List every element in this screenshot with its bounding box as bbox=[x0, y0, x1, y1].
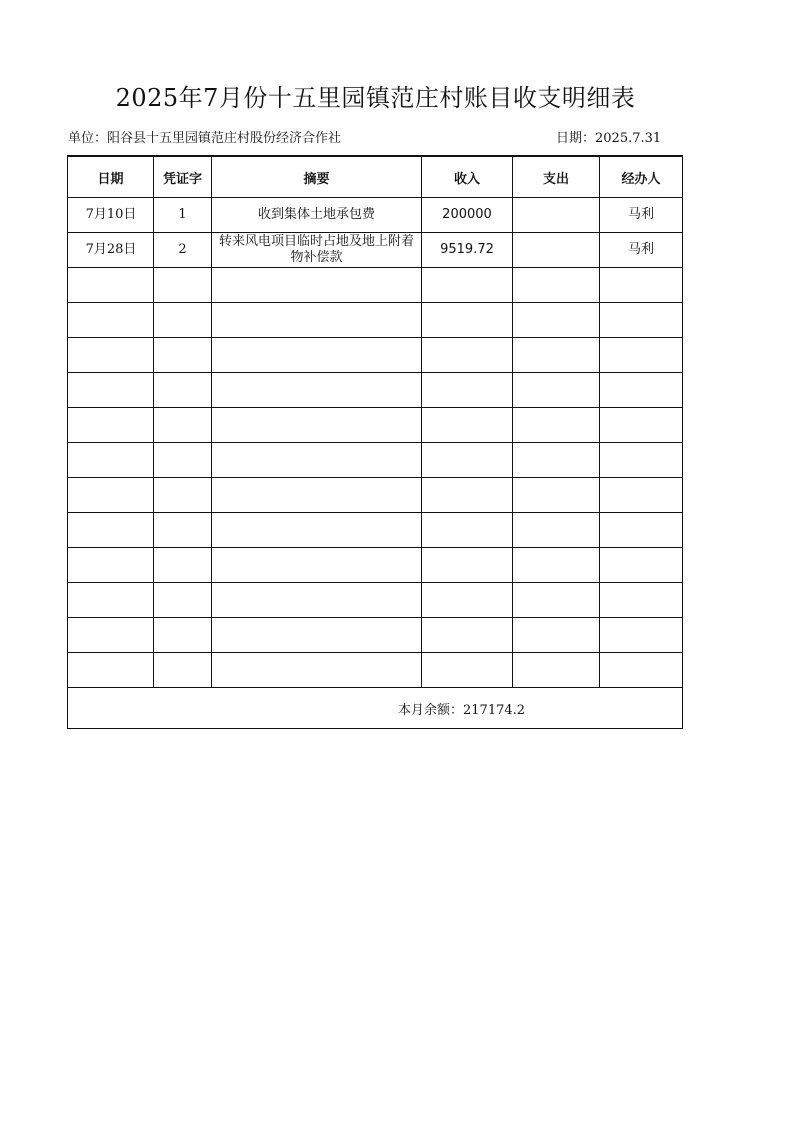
cell-voucher bbox=[154, 653, 212, 688]
cell-income bbox=[422, 373, 513, 408]
cell-expense bbox=[513, 653, 600, 688]
cell-income bbox=[422, 618, 513, 653]
cell-summary bbox=[212, 443, 422, 478]
cell-expense bbox=[513, 233, 600, 268]
cell-date: 7月28日 bbox=[68, 233, 154, 268]
cell-voucher bbox=[154, 338, 212, 373]
table-row bbox=[68, 548, 683, 583]
cell-summary: 转来风电项目临时占地及地上附着物补偿款 bbox=[212, 233, 422, 268]
table-row bbox=[68, 408, 683, 443]
cell-expense bbox=[513, 373, 600, 408]
cell-income bbox=[422, 513, 513, 548]
cell-summary bbox=[212, 338, 422, 373]
table-row bbox=[68, 443, 683, 478]
cell-summary bbox=[212, 408, 422, 443]
cell-expense bbox=[513, 408, 600, 443]
cell-summary bbox=[212, 303, 422, 338]
cell-income bbox=[422, 548, 513, 583]
page-title: 2025年7月份十五里园镇范庄村账目收支明细表 bbox=[115, 84, 636, 112]
table-row bbox=[68, 618, 683, 653]
cell-summary bbox=[212, 548, 422, 583]
cell-expense bbox=[513, 583, 600, 618]
cell-income bbox=[422, 338, 513, 373]
cell-voucher bbox=[154, 618, 212, 653]
cell-income bbox=[422, 583, 513, 618]
table-row bbox=[68, 653, 683, 688]
cell-income bbox=[422, 268, 513, 303]
cell-date bbox=[68, 268, 154, 303]
cell-summary bbox=[212, 618, 422, 653]
cell-summary bbox=[212, 513, 422, 548]
cell-handler bbox=[600, 443, 683, 478]
cell-date bbox=[68, 338, 154, 373]
cell-expense bbox=[513, 338, 600, 373]
table-row bbox=[68, 338, 683, 373]
cell-expense bbox=[513, 548, 600, 583]
cell-summary bbox=[212, 478, 422, 513]
table-row bbox=[68, 583, 683, 618]
cell-voucher bbox=[154, 303, 212, 338]
cell-voucher bbox=[154, 373, 212, 408]
col-header-expense: 支出 bbox=[513, 156, 600, 198]
col-header-handler: 经办人 bbox=[600, 156, 683, 198]
cell-summary: 收到集体土地承包费 bbox=[212, 198, 422, 233]
cell-income bbox=[422, 478, 513, 513]
cell-voucher bbox=[154, 443, 212, 478]
cell-handler bbox=[600, 408, 683, 443]
cell-handler bbox=[600, 268, 683, 303]
cell-date bbox=[68, 373, 154, 408]
cell-expense bbox=[513, 513, 600, 548]
col-header-voucher: 凭证字 bbox=[154, 156, 212, 198]
col-header-date: 日期 bbox=[68, 156, 154, 198]
cell-date bbox=[68, 408, 154, 443]
cell-date bbox=[68, 478, 154, 513]
cell-expense bbox=[513, 618, 600, 653]
cell-expense bbox=[513, 443, 600, 478]
cell-summary bbox=[212, 583, 422, 618]
table-row bbox=[68, 513, 683, 548]
table-row bbox=[68, 233, 683, 268]
cell-summary bbox=[212, 373, 422, 408]
cell-expense bbox=[513, 478, 600, 513]
cell-expense bbox=[513, 303, 600, 338]
cell-date bbox=[68, 303, 154, 338]
cell-date: 7月10日 bbox=[68, 198, 154, 233]
cell-voucher bbox=[154, 268, 212, 303]
cell-expense bbox=[513, 198, 600, 233]
cell-income: 9519.72 bbox=[422, 233, 513, 268]
header-row bbox=[68, 156, 683, 198]
cell-voucher bbox=[154, 408, 212, 443]
cell-date bbox=[68, 618, 154, 653]
cell-handler bbox=[600, 513, 683, 548]
monthly-balance: 本月余额：217174.2 bbox=[68, 688, 683, 729]
cell-voucher: 2 bbox=[154, 233, 212, 268]
cell-handler: 马利 bbox=[600, 198, 683, 233]
table-row bbox=[68, 303, 683, 338]
cell-date bbox=[68, 653, 154, 688]
cell-income bbox=[422, 653, 513, 688]
cell-voucher bbox=[154, 478, 212, 513]
cell-date bbox=[68, 443, 154, 478]
cell-income bbox=[422, 303, 513, 338]
cell-handler bbox=[600, 303, 683, 338]
cell-summary bbox=[212, 268, 422, 303]
cell-voucher bbox=[154, 548, 212, 583]
cell-handler bbox=[600, 618, 683, 653]
ledger-table bbox=[67, 155, 683, 729]
cell-handler bbox=[600, 653, 683, 688]
cell-income bbox=[422, 408, 513, 443]
cell-voucher bbox=[154, 513, 212, 548]
cell-date bbox=[68, 548, 154, 583]
cell-handler bbox=[600, 373, 683, 408]
cell-handler: 马利 bbox=[600, 233, 683, 268]
cell-date bbox=[68, 513, 154, 548]
cell-summary bbox=[212, 653, 422, 688]
cell-voucher: 1 bbox=[154, 198, 212, 233]
table-row bbox=[68, 373, 683, 408]
cell-handler bbox=[600, 548, 683, 583]
cell-handler bbox=[600, 478, 683, 513]
cell-handler bbox=[600, 338, 683, 373]
table-row bbox=[68, 478, 683, 513]
col-header-income: 收入 bbox=[422, 156, 513, 198]
unit-label: 单位：阳谷县十五里园镇范庄村股份经济合作社 bbox=[68, 131, 342, 146]
col-header-summary: 摘要 bbox=[212, 156, 422, 198]
table-row bbox=[68, 198, 683, 233]
table-row bbox=[68, 268, 683, 303]
cell-handler bbox=[600, 583, 683, 618]
balance-row bbox=[68, 688, 683, 729]
report-date: 日期：2025.7.31 bbox=[556, 131, 662, 146]
cell-date bbox=[68, 583, 154, 618]
cell-voucher bbox=[154, 583, 212, 618]
cell-income: 200000 bbox=[422, 198, 513, 233]
cell-income bbox=[422, 443, 513, 478]
cell-expense bbox=[513, 268, 600, 303]
